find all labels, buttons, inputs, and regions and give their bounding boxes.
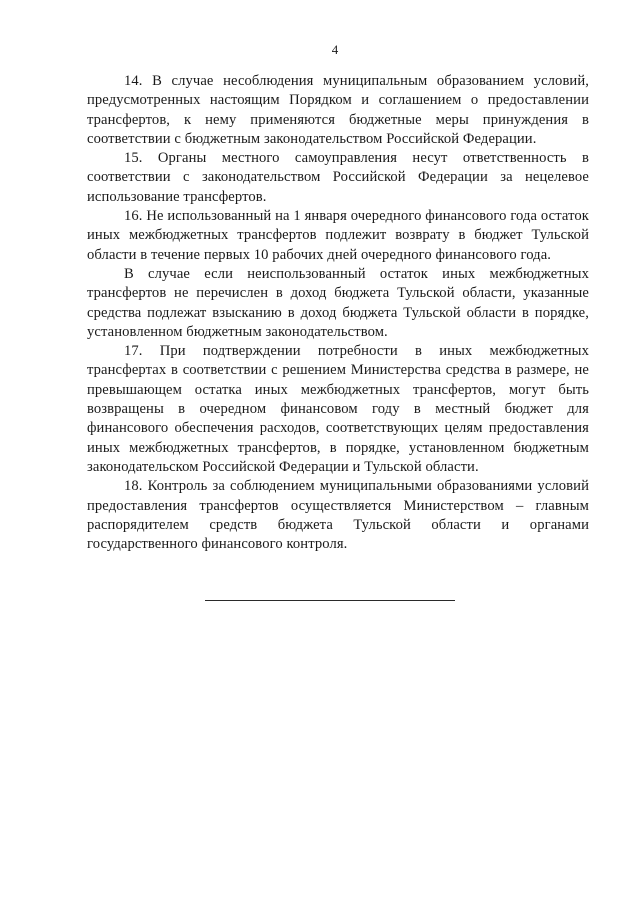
paragraph-15: 15. Органы местного самоуправления несут ответственность в соответствии с законодательством Российской Федерации за нецелевое использование трансфертов. [87,150,589,205]
page-number: 4 [331,42,339,57]
paragraph-16: 16. Не использованный на 1 января очередного финансового года остаток иных межбюджетных трансфертов подлежит возврату в бюджет Тульской области в течение первых 10 рабочих дней очередного финансового года. [87,208,589,263]
closing-rule [205,600,455,601]
document-body [87,72,589,554]
paragraph-14: 14. В случае несоблюдения муниципальным образованием условий, предусмотренных настоящим Порядком и соглашением о предоставлении трансфертов, к нему применяются бюджетные меры принуждения в соответствии с бюджетным законодательством Российской Федерации. [87,73,589,147]
paragraph-17: 17. При подтверждении потребности в иных межбюджетных трансфертах в соответствии с решением Министерства средства в размере, не превышающем остатка иных межбюджетных трансфертов, могут быть возвращены в очередном финансовом году в местный бюджет для финансового обеспечения расходов, соответствующих целям предоставления иных межбюджетных трансфертов, в порядке, установленном бюджетным законодательском Российской Федерации и Тульской области. [87,343,589,475]
paragraph-16-continued: В случае если неиспользованный остаток иных межбюджетных трансфертов не перечислен в доход бюджета Тульской области, указанные средства подлежат взысканию в доход бюджета Тульской области в порядке, установленном бюджетным законодательством. [87,265,589,340]
paragraph-18: 18. Контроль за соблюдением муниципальными образованиями условий предоставления трансфертов осуществляется Министерством – главным распорядителем средств бюджета Тульской области и органами государственного финансового контроля. [87,478,589,553]
